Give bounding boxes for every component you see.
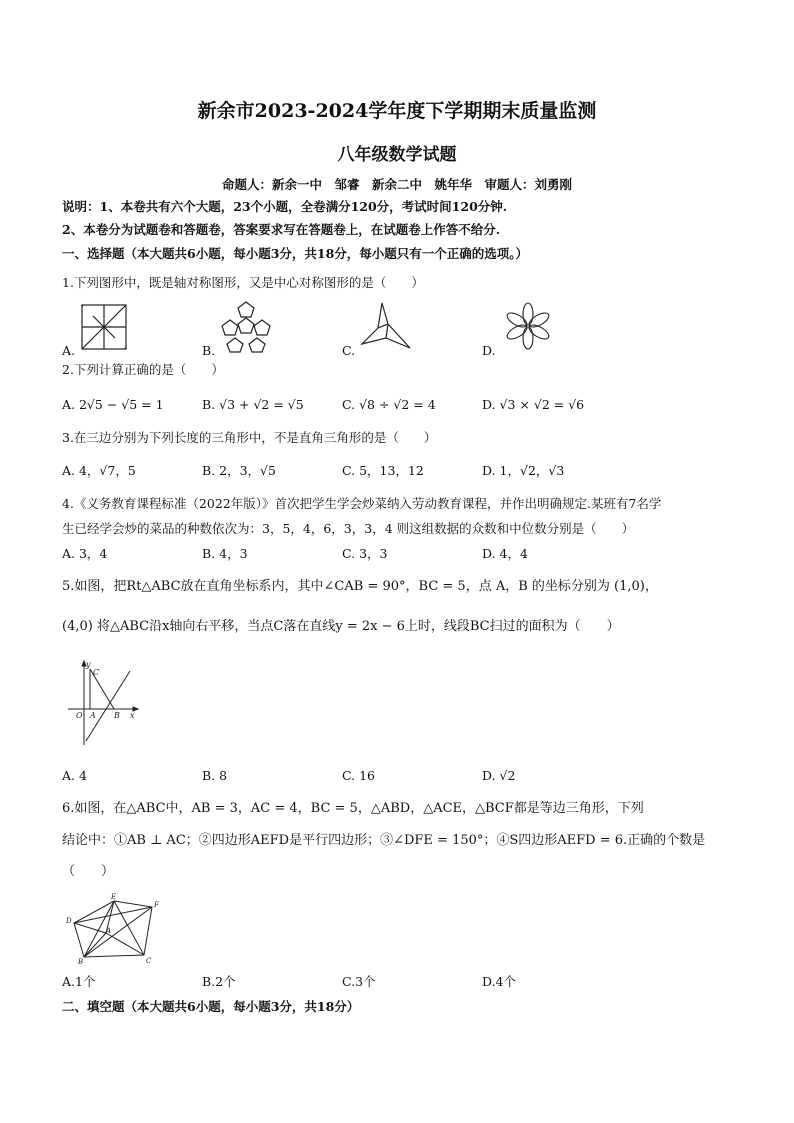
q2-option-b: B. √3 + √2 = √5: [202, 397, 304, 412]
q5-option-d: D. √2: [482, 768, 516, 783]
exam-subtitle: 八年级数学试题: [337, 145, 457, 165]
q1-stem: 1.下列图形中，既是轴对称图形，又是中心对称图形的是（ ）: [62, 275, 424, 290]
q5-option-c: C. 16: [342, 768, 375, 783]
q5-stem-line2: (4,0) 将△ABC沿x轴向右平移，当点C落在直线y = 2x − 6上时，线段BC扫过的面积为（ ）: [62, 619, 620, 634]
q6-triangles-figure: [62, 893, 164, 965]
q4-stem-line2: 生已经学会炒的菜品的种数依次为：3，5，4，6，3，3，4 则这组数据的众数和中位数分别是（ ）: [62, 521, 635, 536]
q1-figure-d-flower: [500, 300, 556, 352]
q6-label-a: A: [106, 927, 112, 935]
q1-option-c: C.: [342, 343, 356, 358]
q1-option-b: B.: [202, 343, 216, 358]
q1-figure-b-pentagons: [218, 300, 274, 354]
section2-heading: 二、填空题（本大题共6小题，每小题3分，共18分）: [62, 999, 360, 1014]
q6-label-b: B: [78, 958, 84, 965]
q1-figure-c-triangle-shape: [358, 300, 414, 352]
exam-title: 新余市2023-2024学年度下学期期末质量监测: [197, 100, 597, 122]
q2-option-c: C. √8 ÷ √2 = 4: [342, 397, 436, 412]
q5-label-b: B: [114, 711, 120, 720]
q6-stem-line2: 结论中：①AB ⊥ AC；②四边形AEFD是平行四边形；③∠DFE = 150°；④S四边形AEFD = 6.正确的个数是: [62, 833, 706, 848]
q4-option-c: C. 3，3: [342, 546, 388, 561]
q6-label-e: E: [111, 893, 117, 901]
q6-option-c: C.3个: [342, 974, 376, 989]
q3-option-b: B. 2，3，√5: [202, 463, 276, 478]
q6-label-d: D: [66, 917, 72, 925]
q1-figure-a-pinwheel: [80, 303, 130, 353]
q3-stem: 3.在三边分别为下列长度的三角形中，不是直角三角形的是（ ）: [62, 430, 437, 445]
note-2: 2、本卷分为试题卷和答题卷，答案要求写在答题卷上，在试题卷上作答不给分.: [62, 222, 501, 237]
section1-heading: 一、选择题（本大题共6小题，每小题3分，共18分，每小题只有一个正确的选项。）: [62, 246, 529, 261]
q5-stem-line1: 5.如图，把Rt△ABC放在直角坐标系内，其中∠CAB = 90°，BC = 5，点 A，B 的坐标分别为 (1,0)，: [62, 579, 658, 594]
q1-option-d: D.: [482, 343, 496, 358]
q6-label-c: C: [146, 957, 152, 965]
note-1: 说明：1、本卷共有六个大题，23个小题，全卷满分120分，考试时间120分钟.: [62, 199, 508, 214]
q5-coordinate-figure: [66, 657, 142, 747]
q5-label-c: C: [93, 668, 100, 677]
q6-stem-line1: 6.如图，在△ABC中，AB = 3，AC = 4，BC = 5，△ABD，△ACE，△BCF都是等边三角形，下列: [62, 801, 644, 816]
q5-label-x: x: [130, 711, 135, 720]
q3-option-d: D. 1，√2，√3: [482, 463, 565, 478]
q4-option-d: D. 4，4: [482, 546, 528, 561]
q1-option-a: A.: [62, 343, 76, 358]
q4-stem-line1: 4.《义务教育课程标准（2022年版）》首次把学生学会炒菜纳入劳动教育课程，并作出明确规定.某班有7名学: [62, 496, 662, 511]
q6-label-f: F: [154, 901, 159, 909]
q5-label-y: y: [86, 660, 91, 669]
q6-option-b: B.2个: [202, 974, 236, 989]
q3-option-a: A. 4，√7，5: [62, 463, 136, 478]
q6-option-a: A.1个: [62, 974, 96, 989]
q6-option-d: D.4个: [482, 974, 517, 989]
q5-option-b: B. 8: [202, 768, 228, 783]
q5-label-a: A: [90, 711, 96, 720]
exam-authors: 命题人：新余一中 邹睿 新余二中 姚年华 审题人：刘勇刚: [221, 177, 572, 192]
q5-label-o: O: [76, 711, 83, 720]
q2-option-a: A. 2√5 − √5 = 1: [62, 397, 164, 412]
q6-stem-line3: （ ）: [62, 864, 115, 879]
q4-option-a: A. 3，4: [62, 546, 108, 561]
q3-option-c: C. 5，13，12: [342, 463, 424, 478]
q5-option-a: A. 4: [62, 768, 87, 783]
q2-stem: 2.下列计算正确的是（ ）: [62, 362, 224, 377]
q2-option-d: D. √3 × √2 = √6: [482, 397, 585, 412]
q4-option-b: B. 4，3: [202, 546, 248, 561]
